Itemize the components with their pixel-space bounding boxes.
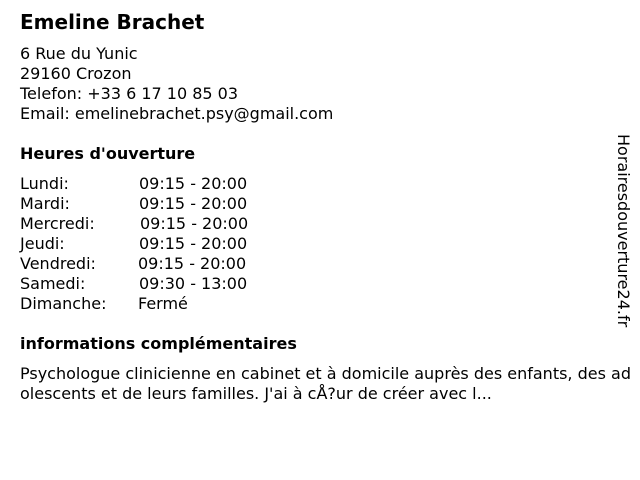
hours-time: 09:30 - 13:00 [139, 274, 248, 293]
hours-day: Jeudi: [20, 234, 65, 253]
address-city: 29160 Crozon [20, 64, 132, 83]
hours-day: Mardi: [20, 194, 70, 213]
hours-row-monday [20, 174, 280, 194]
hours-row-wednesday [20, 214, 280, 234]
phone-line: Telefon: +33 6 17 10 85 03 [20, 84, 239, 103]
hours-time: 09:15 - 20:00 [138, 254, 247, 273]
hours-time: 09:15 - 20:00 [139, 174, 248, 193]
business-name: Emeline Brachet [20, 10, 205, 34]
opening-hours-table [20, 174, 280, 314]
business-description: Psychologue clinicienne en cabinet et à domicile auprès des enfants, des adolescents et de leurs familles. J'ai à cÅ?ur de créer avec l... [20, 364, 631, 403]
hours-row-friday [20, 254, 280, 274]
hours-row-saturday [20, 274, 280, 294]
hours-time: 09:15 - 20:00 [139, 234, 248, 253]
hours-day: Dimanche: [20, 294, 107, 313]
hours-row-sunday [20, 294, 280, 314]
hours-row-tuesday [20, 194, 280, 214]
hours-day: Samedi: [20, 274, 86, 293]
hours-row-thursday [20, 234, 280, 254]
hours-time: 09:15 - 20:00 [139, 194, 248, 213]
address-street: 6 Rue du Yunic [20, 44, 138, 63]
info-title: informations complémentaires [20, 334, 297, 353]
site-watermark: Horairesdouverture24.fr [614, 134, 633, 328]
hours-day: Lundi: [20, 174, 69, 193]
hours-day: Vendredi: [20, 254, 96, 273]
hours-time: 09:15 - 20:00 [140, 214, 249, 233]
email-line: Email: emelinebrachet.psy@gmail.com [20, 104, 334, 123]
contact-block [20, 44, 333, 124]
hours-title: Heures d'ouverture [20, 144, 196, 163]
hours-time: Fermé [138, 294, 188, 313]
hours-day: Mercredi: [20, 214, 95, 233]
